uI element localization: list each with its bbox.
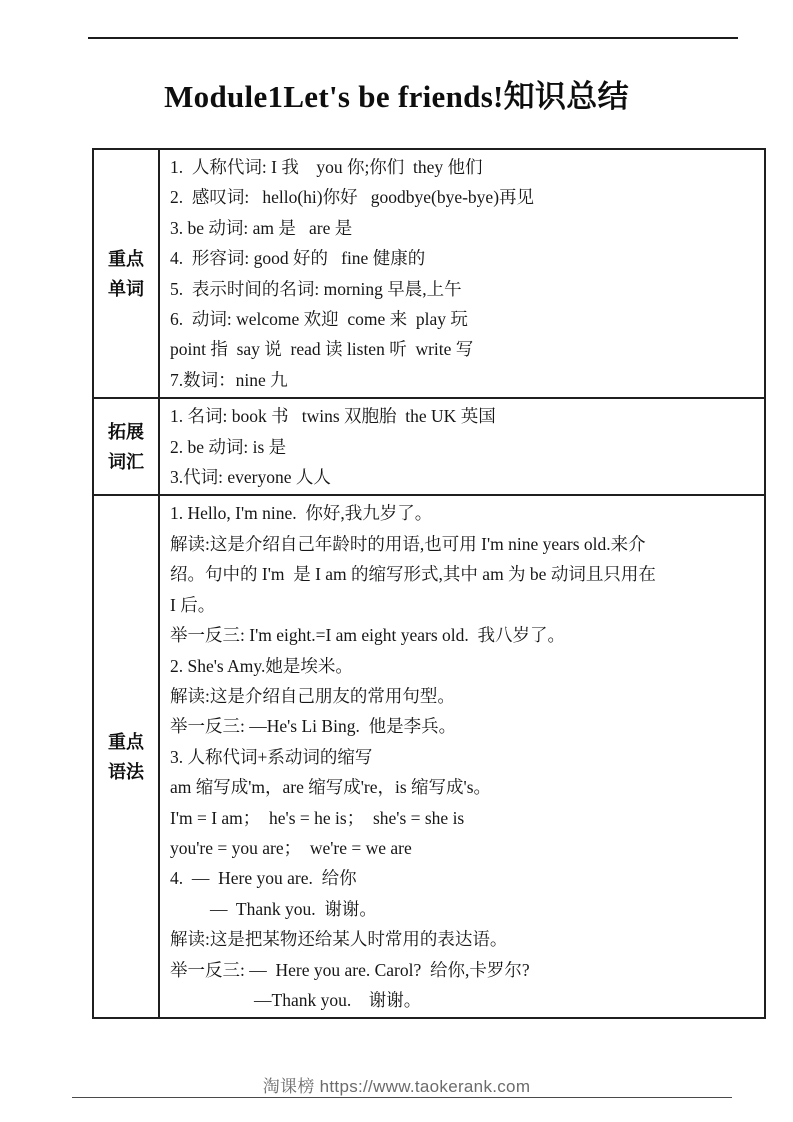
content-line: 2. be 动词: is 是 bbox=[170, 436, 287, 457]
content-line: 绍。句中的 I'm 是 I am 的缩写形式,其中 am 为 be 动词且只用在 bbox=[170, 564, 656, 585]
row-label-line: 单词 bbox=[108, 278, 144, 299]
footer-rule bbox=[72, 1097, 732, 1098]
row-label-line: 语法 bbox=[108, 761, 144, 782]
table-row bbox=[94, 496, 764, 1017]
header-rule bbox=[88, 37, 738, 39]
content-line: you're = you are； we're = we are bbox=[170, 837, 412, 858]
content-line: 1. Hello, I'm nine. 你好,我九岁了。 bbox=[170, 503, 433, 524]
content-line: 举一反三: — Here you are. Carol? 给你,卡罗尔? bbox=[170, 959, 530, 980]
content-line: 1. 人称代词: I 我 you 你;你们 they 他们 bbox=[170, 157, 483, 177]
content-line: 3. 人称代词+系动词的缩写 bbox=[170, 746, 373, 767]
content-line: 5. 表示时间的名词: morning 早晨,上午 bbox=[170, 278, 462, 299]
row-content bbox=[160, 496, 764, 1017]
content-line: 举一反三: I'm eight.=I am eight years old. 我八岁了。 bbox=[170, 625, 566, 646]
row-content bbox=[160, 399, 764, 494]
content-line: I 后。 bbox=[170, 594, 216, 615]
summary-table bbox=[92, 148, 766, 1019]
row-label bbox=[94, 496, 160, 1017]
content-line: 解读:这是把某物还给某人时常用的表达语。 bbox=[170, 929, 508, 950]
content-line: point 指 say 说 read 读 listen 听 write 写 bbox=[170, 339, 474, 360]
row-label-line: 词汇 bbox=[108, 451, 144, 472]
content-line: am 缩写成'm，are 缩写成're，is 缩写成's。 bbox=[170, 777, 492, 798]
content-line: 2. She's Amy.她是埃米。 bbox=[170, 655, 353, 676]
content-line: 4. 形容词: good 好的 fine 健康的 bbox=[170, 248, 426, 269]
row-label bbox=[94, 399, 160, 494]
content-line: 2. 感叹词: hello(hi)你好 goodbye(bye-bye)再见 bbox=[170, 187, 535, 208]
page-title: Module1Let's be friends!知识总结 bbox=[164, 79, 629, 114]
table-row bbox=[94, 399, 764, 496]
content-line: 举一反三: —He's Li Bing. 他是李兵。 bbox=[170, 716, 457, 737]
content-line: — Thank you. 谢谢。 bbox=[210, 898, 377, 919]
content-line: 解读:这是介绍自己年龄时的用语,也可用 I'm nine years old.来介 bbox=[170, 533, 646, 554]
content-line: 6. 动词: welcome 欢迎 come 来 play 玩 bbox=[170, 309, 468, 330]
content-line: 解读:这是介绍自己朋友的常用句型。 bbox=[170, 685, 455, 706]
content-line: 3. be 动词: am 是 are 是 bbox=[170, 217, 353, 238]
footer-watermark-text: 淘课榜 https://www.taokerank.com bbox=[262, 1077, 531, 1096]
table-row bbox=[94, 150, 764, 399]
content-line: 4. — Here you are. 给你 bbox=[170, 868, 357, 889]
content-line: 7.数词：nine 九 bbox=[170, 369, 288, 390]
row-label-line: 拓展 bbox=[108, 421, 144, 442]
row-label-line: 重点 bbox=[108, 248, 144, 269]
row-content bbox=[160, 150, 764, 397]
row-label bbox=[94, 150, 160, 397]
row-label-line: 重点 bbox=[108, 731, 144, 752]
content-line: —Thank you. 谢谢。 bbox=[254, 989, 422, 1010]
content-line: I'm = I am； he's = he is； she's = she is bbox=[170, 807, 465, 828]
content-line: 1. 名词: book 书 twins 双胞胎 the UK 英国 bbox=[170, 406, 496, 427]
content-line: 3.代词: everyone 人人 bbox=[170, 467, 331, 488]
